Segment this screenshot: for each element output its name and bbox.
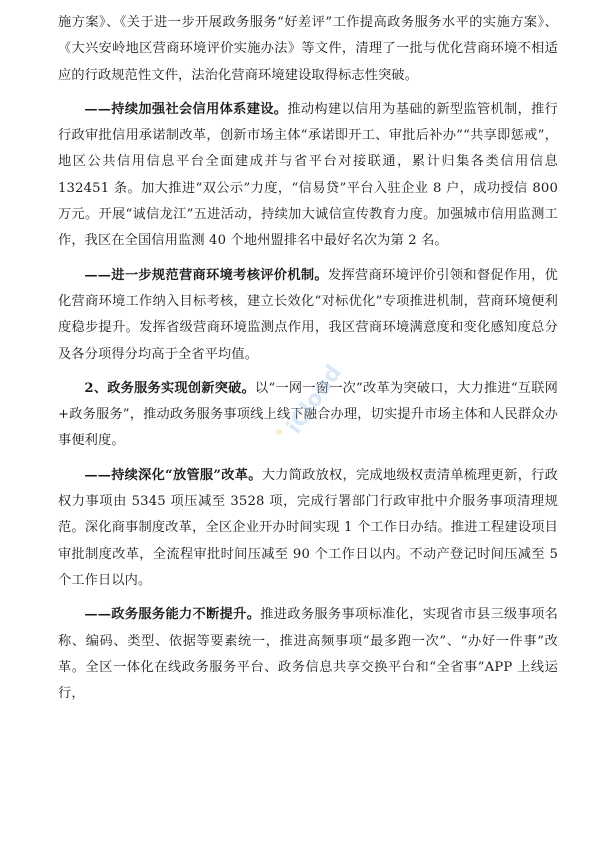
paragraph-heading: 2、政务服务实现创新突破。 (84, 380, 256, 396)
paragraph-heading: ——进一步规范营商环境考核评价机制。 (84, 267, 328, 283)
document-body (58, 10, 558, 707)
paragraph-continuation (58, 10, 558, 89)
paragraph-gov-service-breakthrough (58, 376, 558, 455)
watermark-text: iCloud (282, 360, 348, 439)
paragraph-evaluation-mechanism (58, 263, 558, 368)
paragraph-heading: ——持续加强社会信用体系建设。 (84, 101, 288, 117)
paragraph-text: 以“一网一窗一次”改革为突破口，大力推进“互联网+政务服务”，推动政务服务事项线上线下融合办理，切实提升市场主体和人民群众办事便利度。 (58, 380, 559, 449)
paragraph-text: 推进政务服务事项标准化，实现省市县三级事项名称、编码、类型、依据等要素统一，推进高频事项“最多跑一次”、“办好一件事”改革。全区一体化在线政务服务平台、政务信息共享交换平台和“全省事”APP 上线运行， (58, 607, 558, 702)
paragraph-credit-system (58, 97, 558, 255)
paragraph-deregulation-reform (58, 463, 558, 594)
paragraph-service-capability (58, 602, 558, 707)
paragraph-heading: ——政务服务能力不断提升。 (84, 607, 261, 623)
paragraph-text: 发挥营商环境评价引领和督促作用，优化营商环境工作纳入目标考核，建立长效化“对标优化”专项推进机制，营商环境便利度稳步提升。发挥省级营商环境监测点作用，我区营商环境满意度和变化感知度总分及各分项得分均高于全省平均值。 (58, 267, 558, 362)
paragraph-heading: ——持续深化“放管服”改革。 (84, 467, 262, 483)
paragraph-text: 施方案》、《关于进一步开展政务服务“好差评”工作提高政务服务水平的实施方案》、《大兴安岭地区营商环境评价实施办法》等文件，清理了一批与优化营商环境不相适应的行政规范性文件，法治化营商环境建设取得标志性突破。 (58, 15, 558, 83)
paragraph-text: 大力简政放权，完成地级权责清单梳理更新，行政权力事项由 5345 项压减至 3528 项，完成行署部门行政审批中介服务事项清理规范。深化商事制度改革，全区企业开办时间实现 1 个工作日办结。推进工程建设项目审批制度改革，全流程审批时间压减至 90 个工作日以内。不动产登记时间压减至 5 个工作日以内。 (58, 467, 558, 588)
paragraph-text: 推动构建以信用为基础的新型监管机制，推行行政审批信用承诺制改革，创新市场主体“承诺即开工、审批后补办”“共享即惩戒”，地区公共信用信息平台全面建成并与省平台对接联通，累计归集各类信用信息 132451 条。加大推进“双公示”力度，“信易贷”平台入驻企业 8 户，成功授信 800 万元。开展“诚信龙江”五进活动，持续加大诚信宣传教育力度。加强城市信用监测工作，我区在全国信用监测 40 个地州盟排名中最好名次为第 2 名。 (58, 101, 559, 249)
